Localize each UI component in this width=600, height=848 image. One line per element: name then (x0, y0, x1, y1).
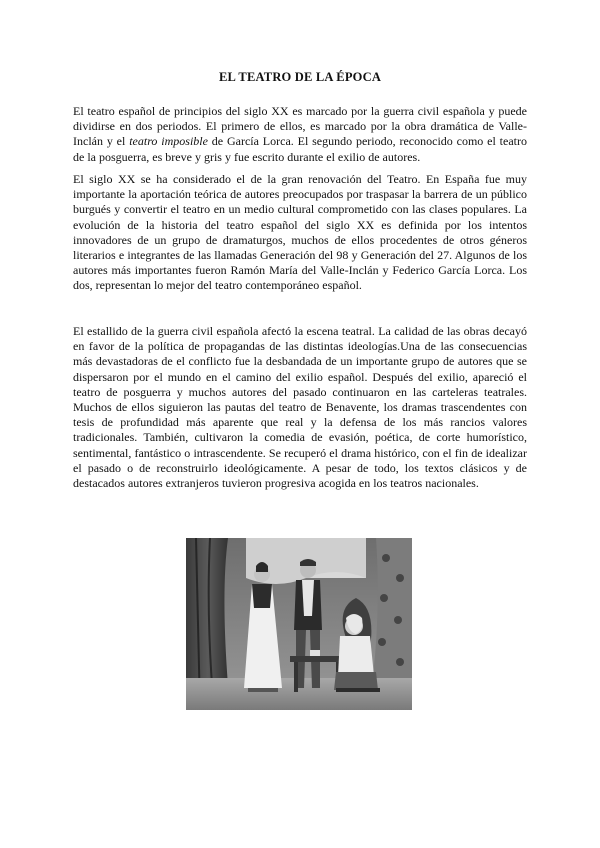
paragraph-1-before-italic: El teatro español de principios del siglo XX es marcado por la guerra civil española y puede dividirse en dos periodos. El primero de ellos, es marcado por la obra dramática de Valle-Inclán y el (73, 104, 527, 149)
document-title: EL TEATRO DE LA ÉPOCA (218, 70, 382, 84)
paragraph-3 (73, 324, 527, 491)
theatre-stage-photo (186, 538, 412, 710)
paragraph-1-italic-term: teatro imposible (129, 134, 208, 149)
paragraph-2-text: El siglo XX se ha considerado el de la gran renovación del Teatro. En España fue muy importante la aportación teórica de autores preocupados por traspasar la barrera de un público burgués y convertir el teatro en un medio cultural comprometido con las clases populares. La evolución de la historia del teatro español del siglo XX es definida por los intentos innovadores de un grupo de dramaturgos, muchos de ellos procedentes de otros géneros literarios e integrantes de las llamadas Generación del 98 y Generación del 27. Algunos de los autores más importantes fueron Ramón María del Valle-Inclán y Federico García Lorca. Los dos, representan lo mejor del teatro contemporáneo español. (73, 172, 527, 293)
paragraph-1 (73, 104, 527, 165)
paragraph-1-after-italic: de García Lorca. El segundo periodo, reconocido como el teatro de la posguerra, es breve y gris y fue escrito durante el exilio de autores. (73, 134, 527, 164)
paragraph-3-text: El estallido de la guerra civil española afectó la escena teatral. La calidad de las obras decayó en favor de la política de propagandas de las distintas ideologías.Una de las consecuencias más devastadoras de el conflicto fue la desbandada de un importante grupo de autores que se dispersaron por el mundo en el camino del exilio español. Después del exilio, apareció el teatro de posguerra y muchos autores del pasado continuaron en las carteleras teatrales. Muchos de ellos siguieron las pautas del teatro de Benavente, los dramas trascendentes con tesis de profundidad más aparente que real y la defensa de los más rancios valores tradicionales. También, cultivaron la comedia de evasión, poética, de corte humorístico, sentimental, fantástico o intrascendente. Se recuperó el drama histórico, con el fin de idealizar el pasado o de reconstruirlo ideológicamente. A pesar de todo, los textos clásicos y de destacados autores extranjeros tuvieron progresiva acogida en los teatros nacionales. (73, 324, 527, 491)
theatre-stage-photo-illustration (186, 538, 412, 710)
paragraph-1-text (73, 104, 527, 165)
paragraph-2 (73, 172, 527, 294)
